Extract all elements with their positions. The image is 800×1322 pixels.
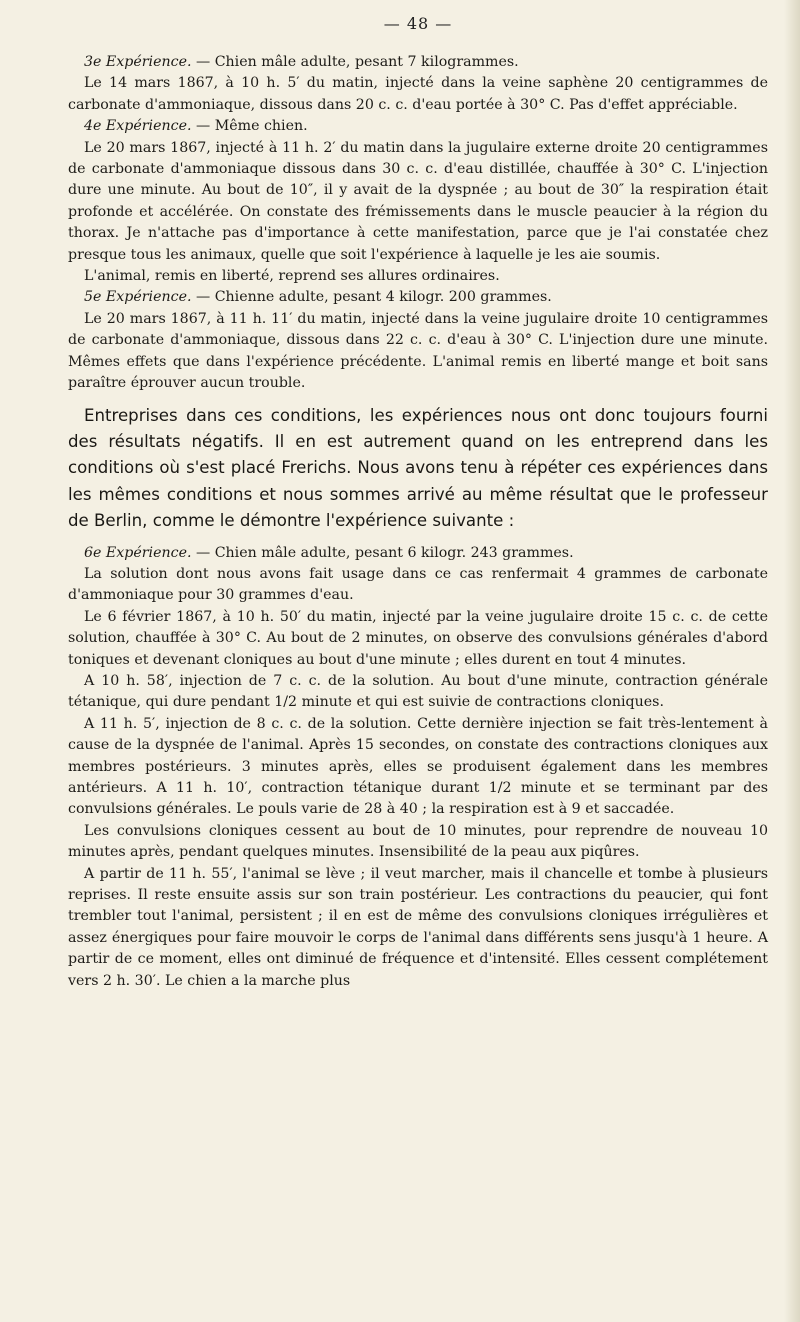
paragraph: Le 14 mars 1867, à 10 h. 5′ du matin, injecté dans la veine saphène 20 centigrammes de carbonate d'ammoniaque, dissous dans 20 c. c. d'eau portée à 30° C. Pas d'effet appréciable. <box>68 75 768 113</box>
experience-description: — Chien mâle adulte, pesant 6 kilogr. 243 grammes. <box>191 544 574 561</box>
page-edge-shadow <box>784 0 800 1322</box>
page-number: — 48 — <box>383 14 453 33</box>
experience-description: — Chienne adulte, pesant 4 kilogr. 200 grammes. <box>191 289 552 306</box>
experience-6-heading <box>68 543 768 564</box>
experience-5-heading <box>68 287 768 308</box>
experience-label: 3e Expérience. <box>84 54 192 70</box>
experience-description: — Même chien. <box>191 118 308 135</box>
experience-label: 5e Expérience. <box>84 289 192 306</box>
paragraph: A 11 h. 5′, injection de 8 c. c. de la solution. Cette dernière injection se fait très-lentement à cause de la dyspnée de l'animal. Après 15 secondes, on constate des contractions cloniques aux membres postérieurs. 3 minutes après, elles se produisent également dans les membres antérieurs. A 11 h. 10′, contraction tétanique durant 1/2 minute et se terminant par des convulsions générales. Le pouls varie de 28 à 40 ; la respiration est à 9 et saccadée. <box>68 715 768 818</box>
experience-label: 4e Expérience. <box>84 118 192 135</box>
page-text <box>68 52 768 992</box>
experience-label: 6e Expérience. <box>84 544 192 561</box>
paragraph: Le 20 mars 1867, injecté à 11 h. 2′ du matin dans la jugulaire externe droite 20 centigrammes de carbonate d'ammoniaque dissous dans 30 c. c. d'eau distillée, chauffée à 30° C. L'injection dure une minute. Au bout de 10″, il y avait de la dyspnée ; au bout de 30″ la respiration était profonde et accélérée. On constate des frémissements dans le muscle peaucier à la région du thorax. Je n'attache pas d'importance à cette manifestation, parce que je l'ai constatée chez presque tous les animaux, quelle que soit l'expérience à laquelle je les aie soumis. <box>68 139 768 263</box>
paragraph: La solution dont nous avons fait usage dans ce cas renfermait 4 grammes de carbonate d'ammoniaque pour 30 grammes d'eau. <box>68 565 768 604</box>
paragraph: Les convulsions cloniques cessent au bout de 10 minutes, pour reprendre de nouveau 10 minutes après, pendant quelques minutes. Insensibilité de la peau aux piqûres. <box>68 822 768 861</box>
paragraph: A 10 h. 58′, injection de 7 c. c. de la solution. Au bout d'une minute, contraction générale tétanique, qui dure pendant 1/2 minute et qui est suivie de contractions cloniques. <box>68 672 768 711</box>
paragraph: Le 20 mars 1867, à 11 h. 11′ du matin, injecté dans la veine jugulaire droite 10 centigrammes de carbonate d'ammoniaque, dissous dans 22 c. c. d'eau à 30° C. L'injection dure une minute. Mêmes effets que dans l'expérience précédente. L'animal remis en liberté mange et boit sans paraître éprouver aucun trouble. <box>68 310 768 392</box>
paragraph: Le 6 février 1867, à 10 h. 50′ du matin, injecté par la veine jugulaire droite 15 c. c. de cette solution, chauffée à 30° C. Au bout de 2 minutes, on observe des convulsions générales d'abord toniques et devenant cloniques au bout d'une minute ; elles durent en tout 4 minutes. <box>68 608 768 668</box>
paragraph: A partir de 11 h. 55′, l'animal se lève ; il veut marcher, mais il chancelle et tombe à plusieurs reprises. Il reste ensuite assis sur son train postérieur. Les contractions du peaucier, qui font trembler tout l'animal, persistent ; il en est de même des convulsions cloniques irrégulières et assez énergiques pour faire mouvoir le corps de l'animal dans différents sens jusqu'à 1 heure. A partir de ce moment, elles ont diminué de fréquence et d'intensité. Elles cessent complétement vers 2 h. 30′. Le chien a la marche plus <box>68 865 768 989</box>
experience-4-heading <box>68 116 768 137</box>
paragraph: L'animal, remis en liberté, reprend ses allures ordinaires. <box>84 268 500 285</box>
experience-3-heading <box>68 52 768 73</box>
experience-description: — Chien mâle adulte, pesant 7 kilogrammes. <box>191 54 519 70</box>
main-paragraph: Entreprises dans ces conditions, les expériences nous ont donc toujours fourni des résultats négatifs. Il en est autrement quand on les entreprend dans les conditions où s'est placé Frerichs. Nous avons tenu à répéter ces expériences dans les mêmes conditions et nous sommes arrivé au même résultat que le professeur de Berlin, comme le démontre l'expérience suivante : <box>68 405 768 531</box>
